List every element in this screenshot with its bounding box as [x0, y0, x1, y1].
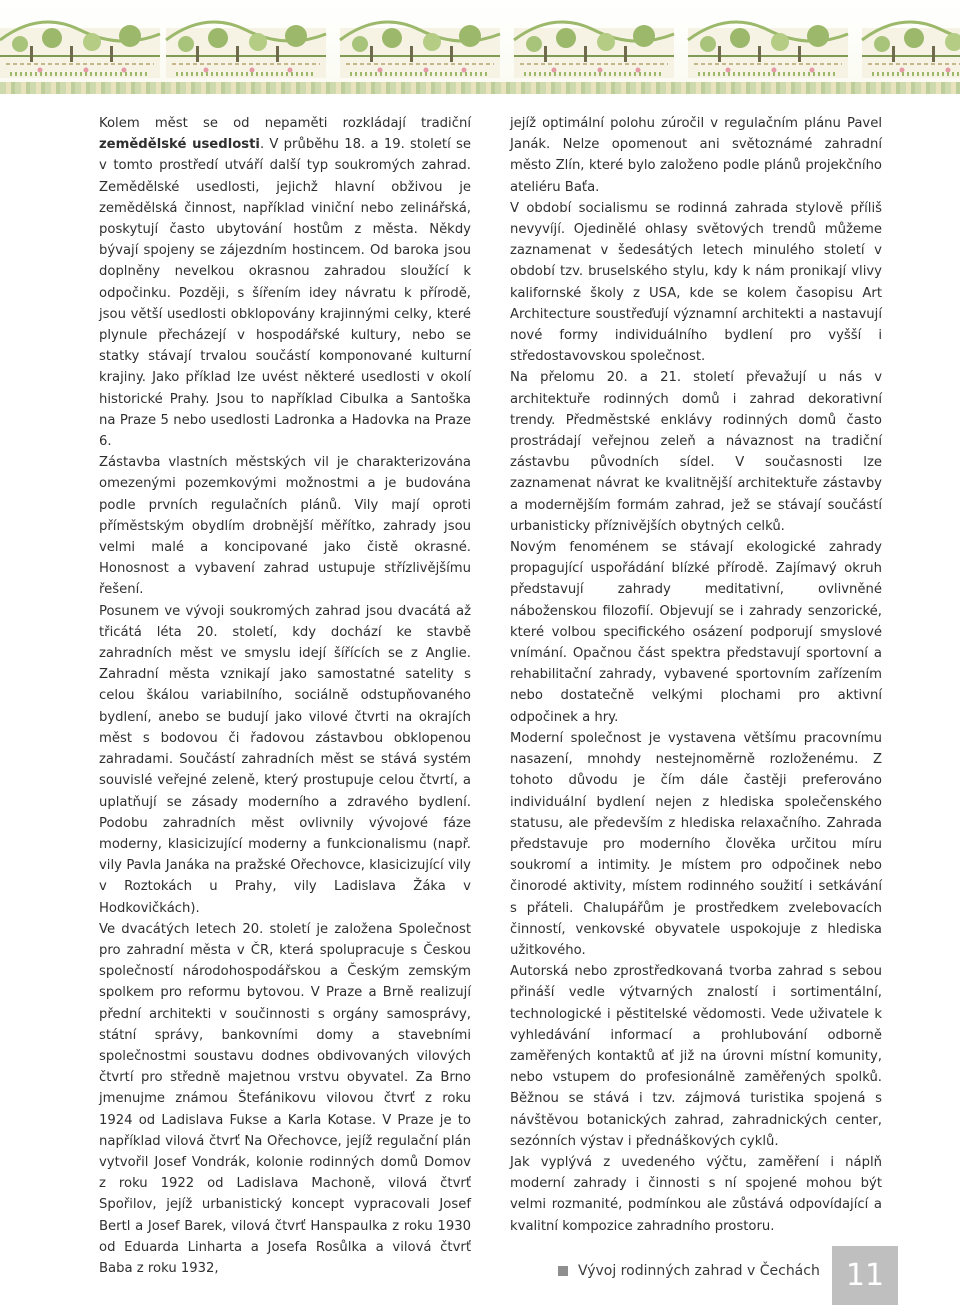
square-bullet-icon: [558, 1266, 568, 1276]
paragraph-janak: jejíž optimální polohu zúročil v regulačním plánu Pavel Janák. Nelze opomenout ani světoznámé zahradní město Zlín, které bylo založeno podle plánů projekčního ateliéru Baťa.: [510, 116, 882, 195]
banner-border: [0, 82, 960, 94]
page-number: 11: [845, 1258, 885, 1293]
right-text-column: [510, 113, 882, 1237]
left-text-column: [99, 113, 471, 1279]
page-number-box: [832, 1246, 898, 1305]
paragraph-autorska-tvorba: Autorská nebo zprostředkovaná tvorba zahrad s sebou přináší vedle výtvarných znalostí i sortimentální, technologické i pěstitelské vědomosti. Vede uživatele k vyhledávání informací a prohlubování odborně zaměřených kontaktů ať již na úrovni místní komunity, nebo vstupem do profesionálně zaměřených spolků. Běžnou se stává i tzv. zájmová turistika spojená s návštěvou botanických zahrad, zahradnických center, sezónních výstav i přednáškových cyklů.: [510, 964, 882, 1149]
paragraph-moderni-spolecnost: Moderní společnost je vystavena většímu pracovnímu nasazení, mnohdy nestejnoměrně rozloženému. Z tohoto důvodu je čím dále častěji preferováno individuální bydlení nejen z hlediska společenského statusu, ale především z hlediska relaxačního. Zahrada představuje pro moderního člověka určitou míru soukromí a intimity. Je místem pro odpočinek nebo činorodé aktivity, místem rodinného soužití i setkávání s přáteli. Chalupářům je prostředkem zvelebovacích činností, venkovské obyvatele uspokojuje z hlediska užitkového.: [510, 730, 882, 958]
paragraph-zaver: Jak vyplývá z uvedeného výčtu, zaměření i náplň moderní zahrady i činnosti s ní spojené mohou být velmi rozmanité, podmínkou ale zůstává odpovídající a kvalitní kompozice zahradního prostoru.: [510, 1154, 882, 1234]
paragraph-zahradni-mesta: Posunem ve vývoji soukromých zahrad jsou dvacátá až třicátá léta 20. století, kdy dochází ke stavbě zahradních měst ve smyslu idejí šířících se z Anglie. Zahradní města vznikají jako samostatné satelity s celou škálou variabilního, sociálně odstupňovaného bydlení, anebo se budují jako vilové čtvrti na okrajích měst s bodovou či řadovou zástavbou obklopenou zahradami. Součástí zahradních měst se stává systém souvislé veřejné zeleně, který prostupuje celou čtvrtí, a uplatňují se zásady moderního a zdravého bydlení. Podobu zahradních měst ovlivnily vývojové fáze moderny, klasicizující moderny a funkcionalismu (např. vily Pavla Janáka na pražské Ořechovce, klasicizující vily v Roztokách u Prahy, vily Ladislava Žáka v Hodkovičkách).: [99, 603, 471, 916]
paragraph-ekologicke-zahrady: Novým fenoménem se stávají ekologické zahrady propagující uspořádání blízké přírodě. Zajímavý okruh představují zahrady meditativní, ovlivněné náboženskou filozofií. Objevují se i zahrady senzorické, které volbou specifického osázení podporují smyslové vnímání. Opačnou část spektra představují sportovní a rehabilitační zahrady, vybavené sportovním zařízením nebo dostatečně velkými plochami pro aktivní odpočinek a hry.: [510, 540, 882, 725]
paragraph-socialismus: V období socialismu se rodinná zahrada stylově příliš nevyvíjí. Ojedinělé ohlasy světových trendů můžeme zaznamenat v šedesátých letech minulého století v období tzv. bruselského stylu, kdy k nám pronikají vlivy kalifornské školy z USA, kde se kolem časopisu Art Architecture soustřeďují významní architekti a nastavují nové formy individuálního bydlení pro vyšší i středostavovskou společnost.: [510, 200, 882, 365]
paragraph-text: Kolem měst se od nepaměti rozkládají tradiční: [99, 116, 471, 131]
running-footer: [558, 1260, 820, 1282]
bold-term: zemědělské usedlosti: [99, 137, 260, 153]
paragraph-vily: Zástavba vlastních městských vil je charakterizována omezenými pozemkovými možnostmi a je budována podle prvních regulačních plánů. Vily mají oproti příměstským obydlím drobnější měřítko, zahrady jsou velmi malé a koncipované jako čistě okrasné. Honosnost a vybavení zahrad ustupuje střízlivějšímu řešení.: [99, 455, 471, 598]
section-title: Vývoj rodinných zahrad v Čechách: [578, 1263, 820, 1279]
garden-illustration-strip: [0, 0, 960, 82]
decorative-banner: [0, 0, 960, 82]
paragraph-usedlosti: [99, 113, 471, 452]
paragraph-spolecnost: Ve dvacátých letech 20. století je založena Společnost pro zahradní města v ČR, která spolupracuje s Českou společností národohospodářskou a Českým zemským spolkem pro reformu bytovou. V Praze a Brně realizují přední architekti v součinnosti s orgány samosprávy, státní správy, bankovními domy a stavebními společnostmi soustavu dodnes obdivovaných vilových čtvrtí pro středně majetnou vrstvu obyvatel. Za Brno jmenujme známou Štefánikovu vilovou čtvrť z roku 1924 od Ladislava Fukse a Karla Kotase. V Praze je to například vilová čtvrť Na Ořechovce, jejíž regulační plán vytvořil Josef Vondrák, kolonie rodinných domů Domov z roku 1922 od Ladislava Machoně, vilová čtvrť Spořilov, jejíž urbanistický koncept vypracovali Josef Bertl a Josef Barek, vilová čtvrť Hanspaulka z roku 1930 od Eduarda Linharta a Josefa Rosůlka a vilová čtvrť Baba z roku 1932,: [99, 921, 471, 1276]
paragraph-text: . V průběhu 18. a 19. století se v tomto prostředí utváří další typ soukromých zahrad. Zemědělské usedlosti, jejichž hlavní obživou je zemědělská činnost, například viniční nebo zelinářská, poskytují často ubytování hostům z města. Někdy bývají spojeny se zájezdním hostincem. Od baroka jsou doplněny nevelkou okrasnou zahradou sloužící k odpočinku. Později, s šířením idey návratu k přírodě, jsou větší usedlosti obklopovány krajinnými celky, které plynule přecházejí v hospodářské kultury, nebo se statky stávají trvalou součástí komponované kulturní krajiny. Jako příklad lze uvést některé usedlosti v okolí historické Prahy. Jsou to například Cibulka a Santoška na Praze 5 nebo usedlosti Ladronka a Hadovka na Praze 6.: [99, 137, 472, 450]
banner-tile: [0, 22, 160, 78]
paragraph-prelom-stoleti: Na přelomu 20. a 21. století převažují u nás v architektuře rodinných domů i zahrad dekorativní trendy. Předměstské enklávy rodinných domů často prostrádají veřejnou zeleň a návaznost na tradiční zástavbu původních sídel. V současnosti lze zaznamenat návrat ke kvalitnější architektuře zástavby a modernějším formám zahrad, jež se stávají součástí urbanisticky příznivějších obytných celků.: [510, 370, 882, 534]
